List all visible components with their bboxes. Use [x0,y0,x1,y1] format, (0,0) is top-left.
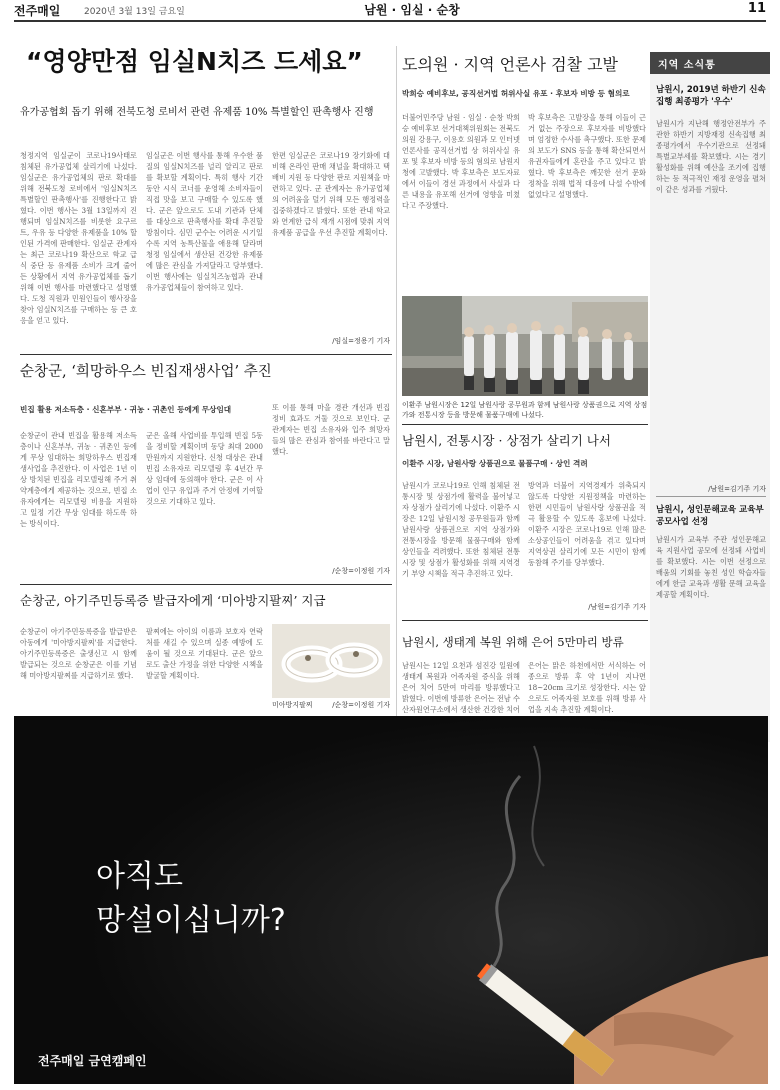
anti-smoking-ad [14,716,768,1084]
sidebar-item2-text: 남원시가 교육부 주관 성인문해교육 지원사업 공모에 선정돼 사업비를 확보했다. 시는 이번 선정으로 배움의 기회를 놓친 성인 학습자들에게 한글 교육과 생활 문해 교육을 제공할 계획이다. [656,535,766,599]
page-header [14,0,766,22]
river-col1: 남원시는 12일 요천과 섬진강 일원에 생태계 복원과 어족자원 증식을 위해 은어 치어 5만여 마리를 방류했다고 밝혔다. 이번에 방류한 은어는 전남 수산자원연구소에서 생산한 건강한 치어 [402,661,520,714]
sidebar-label: 지역 소식통 [658,60,716,71]
market-col2: 방역과 더불어 지역경제가 위축되지 않도록 다양한 지원정책을 마련하는 한편 시민들이 남원사랑 상품권을 적극 활용할 수 있도록 홍보에 나섰다. 이환주 시장은 코로나19로 인해 많은 소상공인들이 어려움을 겪고 있다며 지역상권 살리기에 모든 시민이 함께 동참해 주기를 당부했다. [528,481,646,567]
top-story-headline: “영양만점 임실N치즈 드세요” [26,47,363,76]
market-col1: 남원시가 코로나19로 인해 침체된 전통시장 및 상점가에 활력을 불어넣고자 상점가 살리기에 나섰다. 이환주 시장은 12일 남원시청 공무원들과 함께 남원사랑 상품권으로 지역 상점가와 전통시장을 방문해 물품구매와 함께 상인들을 격려했다. 또한 침체된 전통시장 및 상점가 활성화를 위해 지역경기 부양 시책을 적극 추진하고 있다. [402,481,520,578]
sunchang1-col3: 또 이를 통해 마을 경관 개선과 빈집 정비 효과도 거둘 것으로 보인다. 군 관계자는 빈집 소유자와 입주 희망자들의 많은 관심과 참여를 바란다고 말했다. [272,403,390,456]
section-title: 남원 · 임실 · 순창 [364,3,460,17]
story-right-col2: 박 후보측은 고발장을 통해 이들이 근거 없는 주장으로 후보자를 비방했다며 엄정한 수사를 촉구했다. 또한 문제의 보도가 SNS 등을 통해 확산되면서 유권자들에게 혼란을 주고 있다고 밝혔다. 박 후보측은 깨끗한 선거 문화 정착을 위해 법적 대응에 나설 수밖에 없었다고 설명했다. [528,113,646,199]
sunchang2-col2: 팔찌에는 아이의 이름과 보호자 연락처를 새길 수 있으며 실종 예방에 도움이 될 것으로 기대된다. 군은 앞으로도 출산 가정을 위한 다양한 시책을 발굴할 계획이다. [146,627,263,680]
sidebar-divider [656,496,766,497]
column-divider [396,46,397,716]
sunchang1-credit: /순창=이정원 기자 [332,567,390,575]
section-divider [20,584,392,585]
sidebar-item1-title: 남원시, 2019년 하반기 신속집행 최종평가 '우수' [656,85,766,107]
bracelet-caption: 미아방지팔찌 [272,701,313,709]
top-story-col1: 청정지역 임실군이 코로나19사태로 침체된 유가공업체 살리기에 나섰다. 임실군은 유가공업체의 판로 확대를 위해 전북도청 로비에서 '임실N치즈 특별할인 판촉행사'를 진행한다고 밝혔다. 이번 행사는 3월 13일까지 진행되며 임실N치즈를 비롯한 요구르트, 우유 등 다양한 유제품을 10% 할인된 가격에 판매한다. 임실군 관계자는 최근 코로나19 확산으로 학교 급식 중단 등 유제품 소비가 크게 줄어든 상황에서 지역 유가공업체를 돕기 위해 이번 행사를 마련했다고 설명했다. 도청 직원과 민원인들이 행사장을 찾아 임실N치즈를 구매하는 등 큰 호응을 얻고 있다. [20,151,137,325]
sunchang2-headline: 순창군, 아기주민등록증 발급자에게 ‘미아방지팔찌’ 지급 [20,593,326,608]
river-col2: 은어는 맑은 하천에서만 서식하는 어종으로 방류 후 약 1년이 지나면 18~20cm 크기로 성장한다. 시는 앞으로도 어족자원 보호를 위해 방류 사업을 지속 추진할 계획이다. [528,661,646,714]
sidebar-header [650,52,770,74]
bracelet-photo [272,624,390,698]
top-story-col3: 한편 임실군은 코로나19 장기화에 대비해 온라인 판매 채널을 확대하고 택배비 지원 등 다양한 판로 지원책을 마련하고 있다. 군 관계자는 유가공업체의 어려움을 덜기 위해 모든 행정력을 집중하겠다고 밝혔다. 또한 관내 학교와 연계한 급식 재개 시점에 맞춰 지역 유제품 공급을 우선 추진할 계획이다. [272,151,390,237]
story-right-subhead: 박희승 예비후보, 공직선거법 허위사실 유포 · 후보자 비방 등 혐의로 [402,89,630,98]
ad-line2: 망설이십니까? [96,903,286,938]
section-divider [402,620,648,621]
page-number: 11 [747,1,766,16]
sunchang1-subhead: 빈집 활용 저소득층 · 신혼부부 · 귀농 · 귀촌인 등에게 무상임대 [20,405,232,414]
sidebar-item2-title: 남원시, 성인문해교육 교육부 공모사업 선정 [656,505,764,527]
section-divider [20,354,392,355]
market-headline: 남원시, 전통시장 · 상점가 살리기 나서 [402,433,611,448]
sunchang1-headline: 순창군, ‘희망하우스 빈집재생사업’ 추진 [20,364,272,380]
ad-line1: 아직도 [96,859,183,894]
sunchang1-col2: 군은 올해 사업비를 투입해 빈집 5동을 정비할 계획이며 동당 최대 2000만원까지 지원한다. 신청 대상은 관내 빈집 소유자로 리모델링 후 4년간 무상 임대에 동의해야 한다. 군은 이 사업이 인구 유입과 주거 안정에 기여할 것으로 기대하고 있다. [146,431,263,506]
newspaper-logo: 전주매일 [14,4,61,18]
top-story-credit: /임실=정용기 기자 [332,337,390,345]
sunchang2-credit: /순창=이정원 기자 [332,701,390,709]
issue-date: 2020년 3월 13일 금요일 [84,7,185,17]
story-right-col1: 더불어민주당 남원 · 임실 · 순창 박희승 예비후보 선거대책위원회는 전북도의원 강용구, 이용호 의원과 모 인터넷 언론사를 공직선거법 상 허위사실 유포 및 후보자 비방 등의 혐의로 남원지청에 고발했다. 박 후보측은 보도자료에서 이들이 경선 과정에서 사실과 다른 내용을 유포해 선거에 영향을 미쳤다고 주장했다. [402,113,520,210]
sidebar-item1-credit: /남원=김기주 기자 [708,485,766,493]
sunchang1-col1: 순창군이 관내 빈집을 활용해 저소득층이나 신혼부부, 귀농 · 귀촌인 등에게 무상 임대하는 희망하우스 빈집재생사업을 추진한다. 이 사업은 1년 이상 방치된 빈집을 리모델링해 주거 취약계층에게 제공하는 것으로, 빈집 소유자에게는 리모델링 비용을 지원하고 일정 기간 무상 임대를 하도록 하는 방식이다. [20,431,137,528]
top-story-subhead: 유가공협회 돕기 위해 전북도청 로비서 관련 유제품 10% 특별할인 판촉행사 진행 [20,107,374,118]
section-divider [402,424,648,425]
sidebar-item1-text: 남원시가 지난해 행정안전부가 주관한 하반기 지방재정 신속집행 최종평가에서 우수기관으로 선정돼 특별교부세를 확보했다. 시는 경기 활성화를 위해 예산을 조기에 집행하는 등 적극적인 재정 운영을 펼쳐 이 같은 성과를 거뒀다. [656,119,766,194]
river-headline: 남원시, 생태계 복원 위해 은어 5만마리 방류 [402,635,624,649]
sunchang2-col1: 순창군이 아기주민등록증을 발급받은 아동에게 '미아방지팔찌'를 지급한다. 아기주민등록증은 출생신고 시 함께 발급되는 것으로 순창군은 이를 기념해 미아방지팔찌를 지급하기로 했다. [20,627,137,680]
market-visit-photo [402,296,648,396]
ad-footer: 전주매일 금연캠페인 [38,1054,147,1068]
market-credit: /남원=김기주 기자 [588,603,646,611]
story-right-headline: 도의원 · 지역 언론사 검찰 고발 [402,55,618,74]
market-subhead: 이환주 시장, 남원사랑 상품권으로 물품구매 · 상인 격려 [402,459,588,468]
top-story-col2: 임실군은 이번 행사를 통해 우수한 품질의 임실N치즈를 널리 알리고 판로를 확보할 계획이다. 특히 행사 기간 동안 시식 코너를 운영해 소비자들이 직접 맛을 보고 구매할 수 있도록 했다. 군은 앞으로도 도내 기관과 단체를 대상으로 판촉행사를 확대 추진할 방침이다. 심민 군수는 어려운 시기일수록 지역 농특산물을 애용해 달라며 청정 임실에서 생산된 건강한 유제품에 많은 관심을 가져달라고 당부했다. 이번 행사에는 임실치즈농협과 관내 유가공업체들이 참여하고 있다. [146,151,263,292]
photo-caption: 이환주 남원시장은 12일 남원사랑 공무원과 함께 남원사랑 상품권으로 지역 상점가와 전통시장 등을 방문해 물품구매에 나섰다. [402,401,648,419]
